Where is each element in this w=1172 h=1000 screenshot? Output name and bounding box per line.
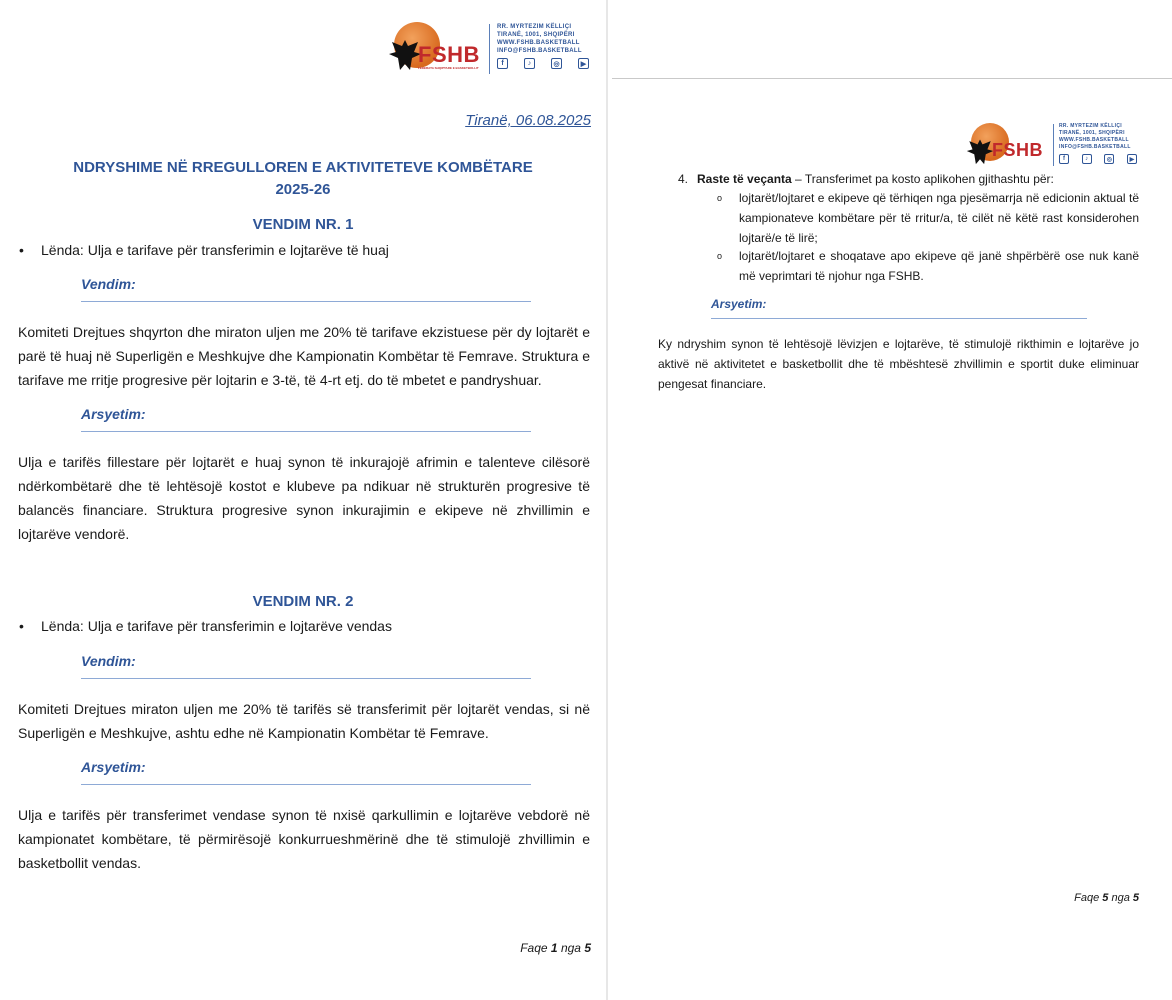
address-line-1: RR. MYRTEZIM KËLLIÇI xyxy=(1059,123,1122,129)
page-top-border xyxy=(612,78,1172,79)
page-5-arsyetim-text: Ky ndryshim synon të lehtësojë lëvizjen e lojtarëve, të stimulojë rikthimin e lojtarëve jo aktivë në aktivitetet e basketbollit dhe të mbështesë zhvillimin e sportit duke eliminuar pengesat financiare. xyxy=(658,337,1139,391)
logo-text: FSHB xyxy=(992,140,1043,160)
footer-prefix: Faqe xyxy=(1074,892,1100,904)
youtube-icon[interactable]: ▶ xyxy=(578,58,589,69)
divider xyxy=(81,784,531,785)
footer-page-total: 5 xyxy=(584,941,591,955)
header-separator xyxy=(1053,124,1054,166)
header-contact-small xyxy=(1059,123,1139,164)
instagram-icon[interactable]: ◎ xyxy=(1104,154,1114,164)
footer-page-number: 5 xyxy=(1102,892,1109,904)
page-footer-1 xyxy=(520,941,591,955)
fshb-logo-small xyxy=(966,122,1050,168)
item-4-heading xyxy=(697,171,1054,187)
youtube-icon[interactable]: ▶ xyxy=(1127,154,1137,164)
title-line-2: 2025-26 xyxy=(275,181,331,198)
social-icons xyxy=(497,58,589,69)
address-line-2: TIRANË, 1001, SHQIPËRI xyxy=(497,32,575,38)
footer-prefix: Faqe xyxy=(520,941,548,955)
email-link[interactable]: INFO@FSHB.BASKETBALL xyxy=(497,48,582,54)
instagram-icon[interactable]: ◎ xyxy=(551,58,562,69)
sub-item-1: o lojtarët/lojtaret e ekipeve që tërhiqen nga pjesëmarrja në edicionin aktual të kampionateve kombëtare për të rritur/a, të cilët në këtë rast konsiderohen lojtarë/e të lirë; xyxy=(739,188,1139,248)
page-5-arsyetim-label: Arsyetim: xyxy=(711,297,767,311)
item-4-title: Raste të veçanta xyxy=(697,172,792,186)
divider xyxy=(81,431,531,432)
document-date: Tiranë, 06.08.2025 xyxy=(465,112,591,129)
item-4-number: 4. xyxy=(678,172,689,186)
footer-page-total: 5 xyxy=(1132,892,1139,904)
decision-1-arsyetim-label: Arsyetim: xyxy=(81,406,146,422)
decision-2-subject: • Lënda: Ulja e tarifave për transferimin e lojtarëve vendas xyxy=(41,616,392,636)
eagle-icon xyxy=(966,136,994,166)
address-line-1: RR. MYRTEZIM KËLLIÇI xyxy=(497,24,572,30)
decision-1-heading: VENDIM NR. 1 xyxy=(252,216,354,233)
fshb-logo xyxy=(388,20,483,75)
header-contact xyxy=(497,23,593,69)
tiktok-icon[interactable]: ♪ xyxy=(1082,154,1092,164)
footer-mid: nga xyxy=(1111,892,1130,904)
eagle-icon xyxy=(388,36,422,72)
decision-1-vendim-label: Vendim: xyxy=(81,276,136,292)
decision-2-vendim-label: Vendim: xyxy=(81,653,136,669)
divider xyxy=(81,678,531,679)
title-line-1: NDRYSHIME NË RREGULLOREN E AKTIVITETEVE KOMBËTARE xyxy=(73,159,533,176)
facebook-icon[interactable]: f xyxy=(1059,154,1069,164)
decision-1-subject: • Lënda: Ulja e tarifave për transferimin e lojtarëve të huaj xyxy=(41,240,389,260)
decision-2-vendim-text: Komiteti Drejtues miraton uljen me 20% të tarifës së transferimit për lojtarët vendas, si në Superligën e Meshkujve, ashtu edhe në Kampionatin Kombëtar të Femrave. xyxy=(18,701,590,741)
footer-page-number: 1 xyxy=(550,941,558,955)
sub-item-2: o lojtarët/lojtaret e shoqatave apo ekipeve që janë shpërbërë ose nuk kanë më veprimtari të njohur nga FSHB. xyxy=(739,246,1139,286)
decision-1-vendim-text: Komiteti Drejtues shqyrton dhe miraton uljen me 20% të tarifave ekzistuese për dy lojtarët e parë të huaj në Superligën e Meshkujve dhe Kampionatin Kombëtar të Femrave. Struktura e tarifave me rritje progresive për lojtarin e 3-të, të 4-rt etj. do të mbetet e pandryshuar. xyxy=(18,324,590,388)
divider xyxy=(711,318,1087,319)
website-link[interactable]: WWW.FSHB.BASKETBALL xyxy=(497,40,580,46)
header-separator xyxy=(489,24,490,74)
decision-1-arsyetim-text: Ulja e tarifës fillestare për lojtarët e huaj synon të inkurajojë afrimin e talenteve cilësorë ndërkombëtarë dhe të lehtësojë kostot e klubeve pa ndikuar në strukturën progresive të balancës financiare. Struktura progresive synon inkurajimin e ekipeve në zhvillimin e lojtarëve vendorë. xyxy=(18,454,590,542)
address-line-2: TIRANË, 1001, SHQIPËRI xyxy=(1059,130,1125,136)
website-link[interactable]: WWW.FSHB.BASKETBALL xyxy=(1059,137,1129,143)
tiktok-icon[interactable]: ♪ xyxy=(524,58,535,69)
logo-text: FSHB xyxy=(418,42,480,67)
email-link[interactable]: INFO@FSHB.BASKETBALL xyxy=(1059,144,1131,150)
decision-2-arsyetim-text: Ulja e tarifës për transferimet vendase synon të nxisë qarkullimin e lojtarëve vebdorë në kampionatet kombëtare, të përmirësojë konkurrueshmërinë dhe të stimulojë zhvillimin e basketbollit vendas. xyxy=(18,807,590,871)
decision-2-heading: VENDIM NR. 2 xyxy=(252,593,354,610)
facebook-icon[interactable]: f xyxy=(497,58,508,69)
social-icons xyxy=(1059,154,1137,164)
divider xyxy=(81,301,531,302)
item-4-text: – Transferimet pa kosto aplikohen gjithashtu për: xyxy=(791,172,1054,186)
decision-2-arsyetim-label: Arsyetim: xyxy=(81,759,146,775)
page-footer-5 xyxy=(1074,892,1139,904)
logo-subtitle: FEDERATA SHQIPTARE E BASKETBOLLIT xyxy=(418,66,479,70)
document-title xyxy=(18,157,588,201)
footer-mid: nga xyxy=(560,941,581,955)
